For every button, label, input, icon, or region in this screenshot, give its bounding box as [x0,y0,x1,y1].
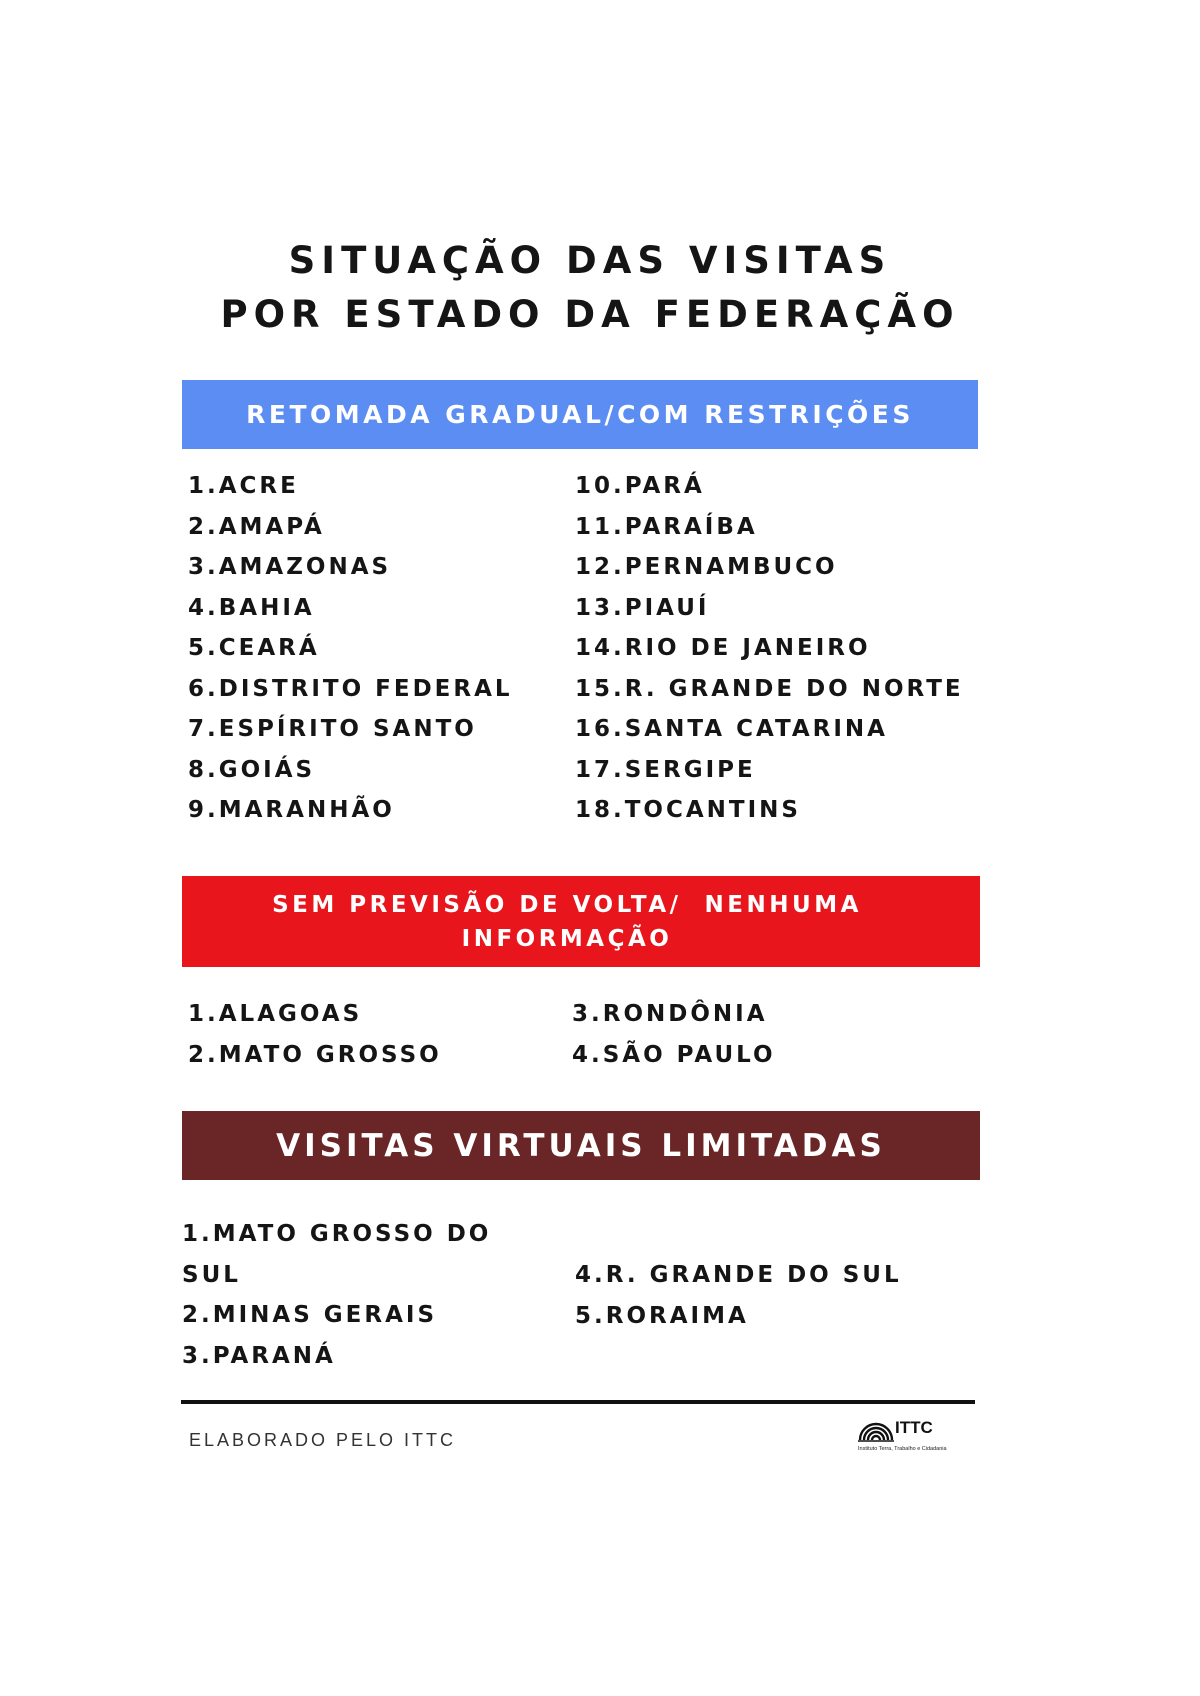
banner-sem-previsao-line-2: INFORMAÇÃO [461,925,673,952]
list-item: 3.RONDÔNIA [572,1001,768,1027]
list-item: 9.MARANHÃO [188,797,395,823]
list-item: 4.BAHIA [188,594,315,621]
banner-visitas-virtuais-label: VISITAS VIRTUAIS LIMITADAS [276,1127,886,1164]
banner-sem-previsao-line-1: SEM PREVISÃO DE VOLTA/ NENHUMA [272,891,862,918]
list-item: 2.MATO GROSSO [188,1041,442,1068]
list-item: 15.R. GRANDE DO NORTE [575,675,964,702]
list-item: 1.ALAGOAS [188,1001,363,1027]
page-title [150,234,1030,342]
list-item: 5.CEARÁ [188,635,320,661]
sem-previsao-list-right [572,994,776,1075]
list-item: 2.MINAS GERAIS [182,1302,438,1328]
banner-sem-previsao [182,876,980,967]
list-item: 11.PARAÍBA [575,513,758,540]
footer-credit: ELABORADO PELO ITTC [189,1430,457,1450]
list-item: 12.PERNAMBUCO [575,554,838,580]
list-item: 3.PARANÁ [182,1342,336,1369]
list-item: 3.AMAZONAS [188,554,392,580]
list-item: 10.PARÁ [575,473,705,499]
list-item: 5.RORAIMA [575,1302,749,1329]
list-item: 13.PIAUÍ [575,594,710,621]
footer-divider [181,1400,975,1404]
logo-text: ITTC [895,1418,933,1437]
arc-logo-icon [858,1418,894,1442]
title-line-1: SITUAÇÃO DAS VISITAS [288,239,892,282]
list-item: 7.ESPÍRITO SANTO [188,716,477,742]
list-item: 2.AMAPÁ [188,513,325,540]
list-item: 18.TOCANTINS [575,797,801,823]
title-line-2: POR ESTADO DA FEDERAÇÃO [220,293,960,336]
sem-previsao-list-left [188,994,442,1075]
list-item: 16.SANTA CATARINA [575,716,888,742]
visitas-virtuais-list-left [182,1214,542,1376]
ittc-logo [858,1418,970,1458]
retomada-list-right [575,466,964,831]
list-item: 1.ACRE [188,473,299,499]
list-item: 4.SÃO PAULO [572,1041,776,1068]
banner-visitas-virtuais [182,1111,980,1180]
logo-subtitle: Instituto Terra, Trabalho e Cidadania [858,1446,947,1452]
list-item: 6.DISTRITO FEDERAL [188,675,513,702]
list-item: 17.SERGIPE [575,756,756,783]
banner-retomada-gradual [182,380,978,449]
banner-retomada-gradual-label: RETOMADA GRADUAL/COM RESTRIÇÕES [246,400,914,429]
list-item: 4.R. GRANDE DO SUL [575,1262,902,1288]
list-item: 8.GOIÁS [188,756,316,783]
retomada-list-left [188,466,513,831]
list-item: 14.RIO DE JANEIRO [575,635,871,661]
list-item: 1.MATO GROSSO DO SUL [182,1221,492,1288]
visitas-virtuais-list-right [575,1255,902,1336]
